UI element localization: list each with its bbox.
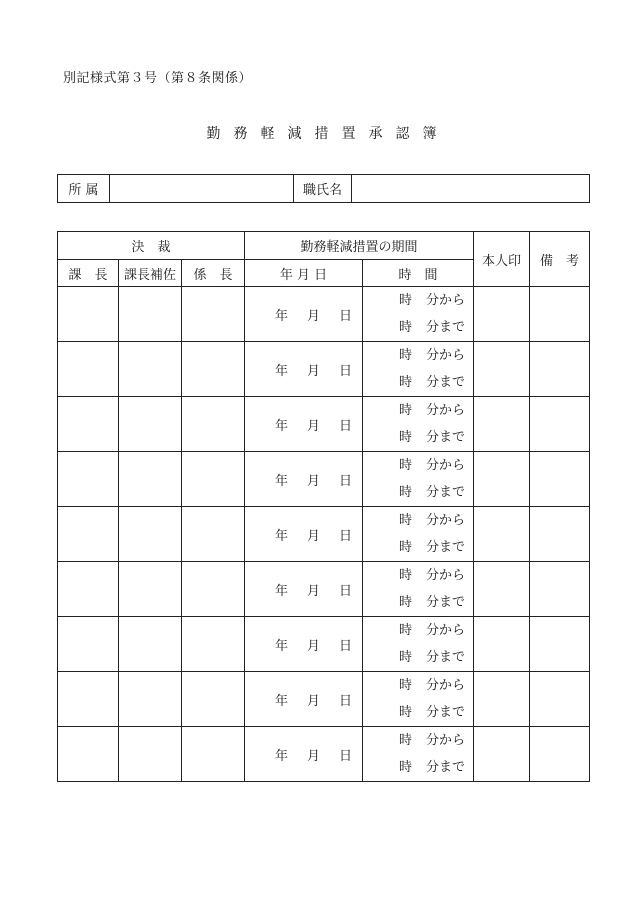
assistant-chief-stamp-cell[interactable]	[119, 342, 182, 397]
time-cell[interactable]	[363, 287, 474, 342]
section-chief-stamp-cell[interactable]	[58, 727, 119, 782]
minute-until-label: 分まで	[426, 650, 466, 665]
section-chief-stamp-cell[interactable]	[58, 507, 119, 562]
year-label: 年	[275, 693, 289, 709]
section-chief-header: 課 長	[58, 260, 119, 287]
month-label: 月	[307, 473, 321, 489]
hour-label: 時	[399, 403, 413, 418]
year-label: 年	[275, 638, 289, 654]
hour-label: 時	[399, 348, 413, 363]
hour-label: 時	[399, 705, 413, 720]
date-header: 年 月 日	[245, 260, 363, 287]
seal-cell[interactable]	[474, 507, 530, 562]
staff-chief-stamp-cell[interactable]	[182, 452, 245, 507]
minute-from-label: 分から	[426, 733, 466, 748]
hour-label: 時	[399, 485, 413, 500]
minute-from-label: 分から	[426, 513, 466, 528]
staff-chief-stamp-cell[interactable]	[182, 397, 245, 452]
remarks-cell[interactable]	[530, 452, 590, 507]
staff-chief-stamp-cell[interactable]	[182, 672, 245, 727]
seal-cell[interactable]	[474, 672, 530, 727]
time-cell[interactable]	[363, 342, 474, 397]
staff-chief-stamp-cell[interactable]	[182, 342, 245, 397]
remarks-cell[interactable]	[530, 397, 590, 452]
hour-label: 時	[399, 430, 413, 445]
minute-until-label: 分まで	[426, 705, 466, 720]
hour-label: 時	[399, 733, 413, 748]
remarks-cell[interactable]	[530, 672, 590, 727]
table-row	[58, 397, 590, 452]
date-cell[interactable]	[245, 507, 363, 562]
hour-label: 時	[399, 678, 413, 693]
day-label: 日	[339, 748, 353, 764]
table-row	[58, 562, 590, 617]
staff-chief-stamp-cell[interactable]	[182, 727, 245, 782]
seal-cell[interactable]	[474, 617, 530, 672]
time-cell[interactable]	[363, 452, 474, 507]
hour-label: 時	[399, 293, 413, 308]
date-cell[interactable]	[245, 727, 363, 782]
hour-label: 時	[399, 375, 413, 390]
info-table	[57, 174, 590, 203]
time-header: 時 間	[363, 260, 474, 287]
month-label: 月	[307, 748, 321, 764]
form-reference: 別記様式第３号（第８条関係）	[63, 71, 253, 86]
assistant-chief-stamp-cell[interactable]	[119, 452, 182, 507]
date-cell[interactable]	[245, 342, 363, 397]
staff-chief-header: 係 長	[182, 260, 245, 287]
seal-cell[interactable]	[474, 727, 530, 782]
name-field[interactable]	[352, 175, 590, 203]
day-label: 日	[339, 638, 353, 654]
minute-until-label: 分まで	[426, 595, 466, 610]
seal-header: 本人印	[474, 232, 530, 287]
day-label: 日	[339, 363, 353, 379]
hour-label: 時	[399, 458, 413, 473]
remarks-cell[interactable]	[530, 562, 590, 617]
staff-chief-stamp-cell[interactable]	[182, 562, 245, 617]
table-row	[58, 672, 590, 727]
year-label: 年	[275, 583, 289, 599]
seal-cell[interactable]	[474, 287, 530, 342]
seal-cell[interactable]	[474, 562, 530, 617]
date-cell[interactable]	[245, 562, 363, 617]
year-label: 年	[275, 363, 289, 379]
day-label: 日	[339, 418, 353, 434]
table-row	[58, 452, 590, 507]
table-row	[58, 287, 590, 342]
hour-label: 時	[399, 623, 413, 638]
remarks-cell[interactable]	[530, 287, 590, 342]
hour-label: 時	[399, 650, 413, 665]
minute-from-label: 分から	[426, 458, 466, 473]
day-label: 日	[339, 693, 353, 709]
date-cell[interactable]	[245, 287, 363, 342]
minute-until-label: 分まで	[426, 760, 466, 775]
hour-label: 時	[399, 513, 413, 528]
document-title: 勤務軽減措置承認簿	[206, 126, 450, 142]
staff-chief-stamp-cell[interactable]	[182, 617, 245, 672]
assistant-chief-header: 課長補佐	[119, 260, 182, 287]
time-cell[interactable]	[363, 507, 474, 562]
hour-label: 時	[399, 540, 413, 555]
time-cell[interactable]	[363, 617, 474, 672]
time-cell[interactable]	[363, 672, 474, 727]
remarks-cell[interactable]	[530, 727, 590, 782]
minute-from-label: 分から	[426, 623, 466, 638]
hour-label: 時	[399, 568, 413, 583]
assistant-chief-stamp-cell[interactable]	[119, 397, 182, 452]
year-label: 年	[275, 473, 289, 489]
time-cell[interactable]	[363, 562, 474, 617]
remarks-cell[interactable]	[530, 617, 590, 672]
minute-until-label: 分まで	[426, 430, 466, 445]
seal-cell[interactable]	[474, 342, 530, 397]
date-cell[interactable]	[245, 397, 363, 452]
staff-chief-stamp-cell[interactable]	[182, 507, 245, 562]
year-label: 年	[275, 748, 289, 764]
date-cell[interactable]	[245, 452, 363, 507]
assistant-chief-stamp-cell[interactable]	[119, 562, 182, 617]
month-label: 月	[307, 363, 321, 379]
hour-label: 時	[399, 760, 413, 775]
minute-from-label: 分から	[426, 678, 466, 693]
month-label: 月	[307, 638, 321, 654]
assistant-chief-stamp-cell[interactable]	[119, 507, 182, 562]
seal-cell[interactable]	[474, 397, 530, 452]
time-cell[interactable]	[363, 397, 474, 452]
section-chief-stamp-cell[interactable]	[58, 342, 119, 397]
section-chief-stamp-cell[interactable]	[58, 397, 119, 452]
remarks-cell[interactable]	[530, 342, 590, 397]
year-label: 年	[275, 418, 289, 434]
approval-header: 決 裁	[58, 232, 245, 260]
minute-until-label: 分まで	[426, 320, 466, 335]
name-label: 職氏名	[294, 175, 352, 203]
month-label: 月	[307, 308, 321, 324]
minute-until-label: 分まで	[426, 540, 466, 555]
remarks-cell[interactable]	[530, 507, 590, 562]
seal-cell[interactable]	[474, 452, 530, 507]
day-label: 日	[339, 583, 353, 599]
month-label: 月	[307, 583, 321, 599]
affiliation-label: 所 属	[58, 175, 110, 203]
remarks-header: 備 考	[530, 232, 590, 287]
minute-from-label: 分から	[426, 293, 466, 308]
minute-from-label: 分から	[426, 348, 466, 363]
month-label: 月	[307, 693, 321, 709]
affiliation-field[interactable]	[110, 175, 294, 203]
month-label: 月	[307, 418, 321, 434]
day-label: 日	[339, 473, 353, 489]
approval-register-table	[57, 231, 590, 782]
section-chief-stamp-cell[interactable]	[58, 452, 119, 507]
date-cell[interactable]	[245, 617, 363, 672]
hour-label: 時	[399, 595, 413, 610]
section-chief-stamp-cell[interactable]	[58, 562, 119, 617]
table-row	[58, 342, 590, 397]
assistant-chief-stamp-cell[interactable]	[119, 617, 182, 672]
section-chief-stamp-cell[interactable]	[58, 287, 119, 342]
time-cell[interactable]	[363, 727, 474, 782]
assistant-chief-stamp-cell[interactable]	[119, 672, 182, 727]
hour-label: 時	[399, 320, 413, 335]
minute-from-label: 分から	[426, 568, 466, 583]
assistant-chief-stamp-cell[interactable]	[119, 727, 182, 782]
month-label: 月	[307, 528, 321, 544]
day-label: 日	[339, 308, 353, 324]
table-row	[58, 727, 590, 782]
minute-until-label: 分まで	[426, 485, 466, 500]
table-row	[58, 617, 590, 672]
table-row	[58, 507, 590, 562]
minute-until-label: 分まで	[426, 375, 466, 390]
year-label: 年	[275, 308, 289, 324]
year-label: 年	[275, 528, 289, 544]
day-label: 日	[339, 528, 353, 544]
assistant-chief-stamp-cell[interactable]	[119, 287, 182, 342]
date-cell[interactable]	[245, 672, 363, 727]
staff-chief-stamp-cell[interactable]	[182, 287, 245, 342]
period-header: 勤務軽減措置の期間	[245, 232, 474, 260]
section-chief-stamp-cell[interactable]	[58, 617, 119, 672]
minute-from-label: 分から	[426, 403, 466, 418]
section-chief-stamp-cell[interactable]	[58, 672, 119, 727]
